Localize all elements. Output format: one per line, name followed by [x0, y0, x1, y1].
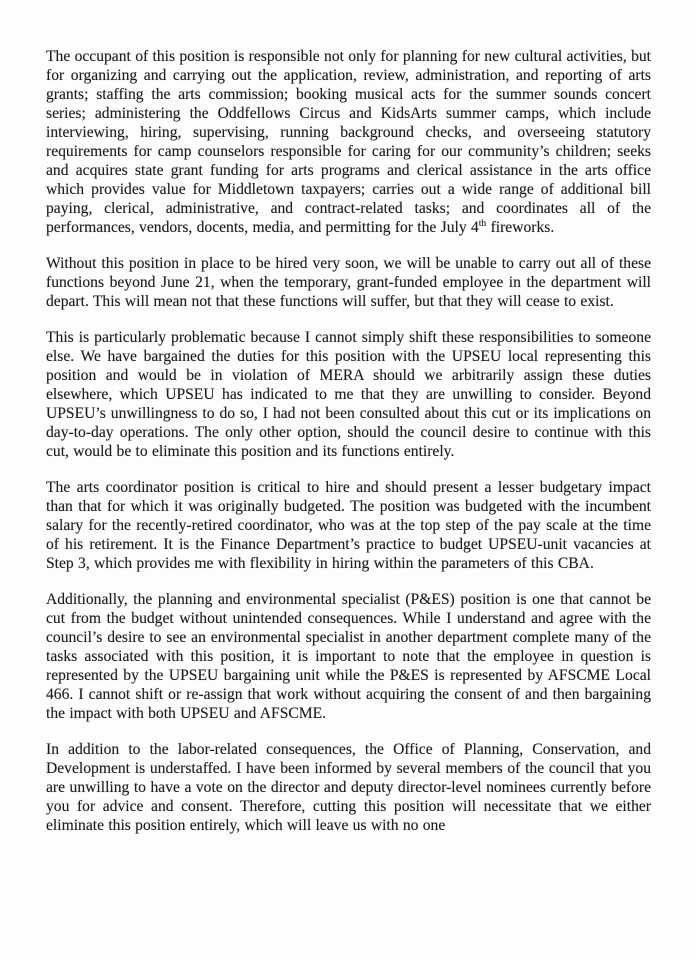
- paragraph: [46, 590, 651, 723]
- paragraph: [46, 47, 651, 237]
- paragraph-text: This is particularly problematic because I cannot simply shift these responsibilities to someone else. We have bargained the duties for this position with the UPSEU local representing this position and would be in violation of MERA should we arbitrarily assign these duties elsewhere, which UPSEU has indicated to me that they are unwilling to consider. Beyond UPSEU’s unwillingness to do so, I had not been consulted about this cut or its implications on day-to-day operations. The only other option, should the council desire to continue with this cut, would be to eliminate this position and its functions entirely.: [46, 329, 651, 460]
- paragraph: [46, 254, 651, 311]
- paragraph-text: fireworks.: [486, 219, 555, 236]
- document-body: [46, 47, 651, 835]
- paragraph-text: Additionally, the planning and environmental specialist (P&ES) position is one that cannot be cut from the budget without unintended consequences. While I understand and agree with the council’s desire to see an environmental specialist in another department complete many of the tasks associated with this position, it is important to note that the employee in question is represented by the UPSEU bargaining unit while the P&ES is represented by AFSCME Local 466. I cannot shift or re-assign that work without acquiring the consent of and then bargaining the impact with both UPSEU and AFSCME.: [46, 591, 651, 722]
- paragraph-text: Without this position in place to be hired very soon, we will be unable to carry out all of these functions beyond June 21, when the temporary, grant-funded employee in the department will depart. This will mean not that these functions will suffer, but that they will cease to exist.: [46, 255, 651, 310]
- paragraph-text: In addition to the labor-related consequences, the Office of Planning, Conservation, and Development is understaffed. I have been informed by several members of the council that you are unwilling to have a vote on the director and deputy director-level nominees currently before you for advice and consent. Therefore, cutting this position will necessitate that we either eliminate this position entirely, which will leave us with no one: [46, 741, 651, 834]
- paragraph-text: The arts coordinator position is critical to hire and should present a lesser budgetary impact than that for which it was originally budgeted. The position was budgeted with the incumbent salary for the recently-retired coordinator, who was at the top step of the pay scale at the time of his retirement. It is the Finance Department’s practice to budget UPSEU-unit vacancies at Step 3, which provides me with flexibility in hiring within the parameters of this CBA.: [46, 479, 651, 572]
- paragraph-text: The occupant of this position is responsible not only for planning for new cultural activities, but for organizing and carrying out the application, review, administration, and reporting of arts grants; staffing the arts commission; booking musical acts for the summer sounds concert series; administering the Oddfellows Circus and KidsArts summer camps, which include interviewing, hiring, supervising, running background checks, and overseeing statutory requirements for camp counselors responsible for caring for our community’s children; seeks and acquires state grant funding for arts programs and clerical assistance in the arts office which provides value for Middletown taxpayers; carries out a wide range of additional bill paying, clerical, administrative, and contract-related tasks; and coordinates all of the performances, vendors, docents, media, and permitting for the July 4: [46, 48, 651, 236]
- paragraph: [46, 328, 651, 461]
- paragraph: [46, 740, 651, 835]
- paragraph: [46, 478, 651, 573]
- superscript-text: th: [478, 217, 487, 229]
